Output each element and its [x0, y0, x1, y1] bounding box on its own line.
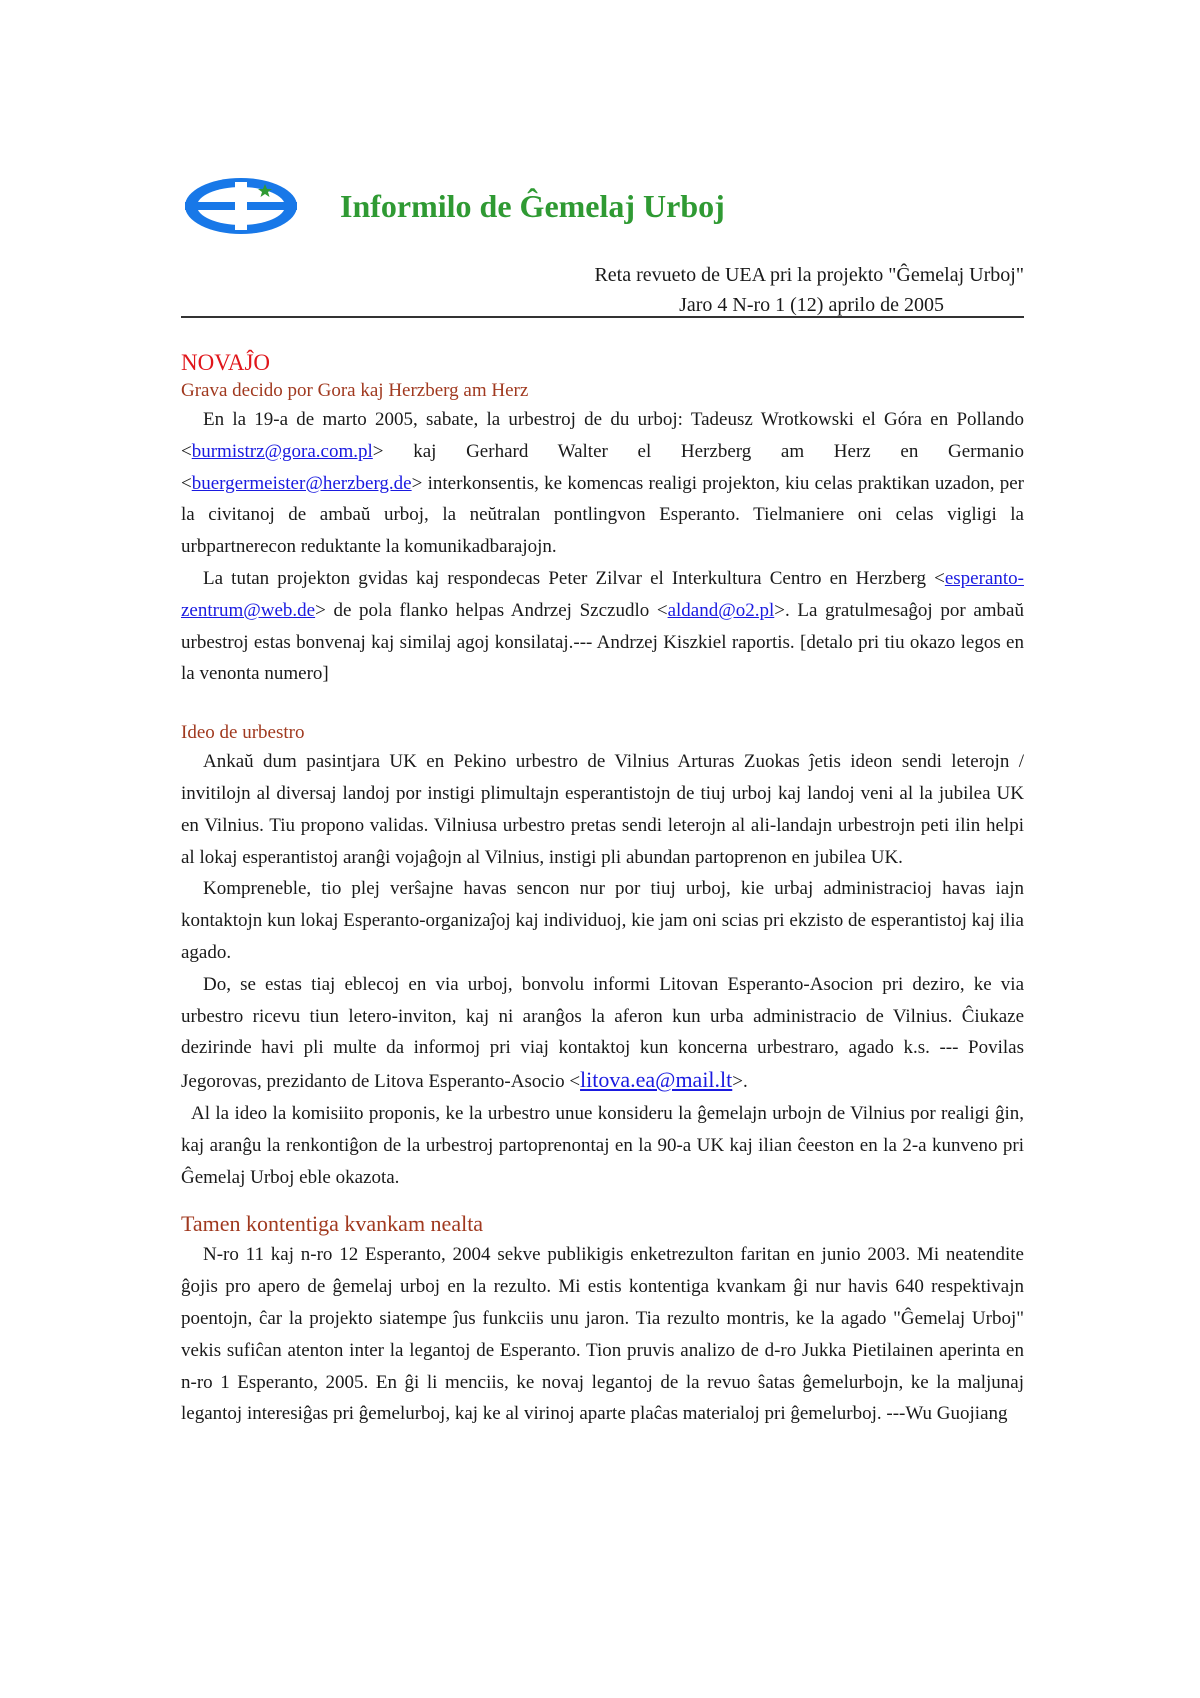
email-link-aldand[interactable]: aldand@o2.pl	[667, 599, 775, 621]
publication-info	[594, 260, 1024, 320]
paragraph-text: > kaj Gerhard Walter el Herzberg am Herz en Germanio <	[181, 440, 1024, 494]
article-paragraph	[181, 563, 1024, 690]
newsletter-title: Informilo de Ĝemelaj Urboj	[340, 188, 725, 224]
email-link-buergermeister[interactable]: buergermeister@herzberg.de	[191, 472, 412, 494]
email-link-burmistrz[interactable]: burmistrz@gora.com.pl	[191, 440, 373, 462]
spacer	[181, 690, 1024, 722]
article-paragraph	[181, 404, 1024, 563]
issue-info: Jaro 4 N-ro 1 (12) aprilo de 2005	[679, 294, 944, 316]
paragraph-text: > interkonsentis, ke komencas realigi projekton, kiu celas praktikan uzadon, per la civitanoj de ambaŭ urboj, la neŭtralan pontlingvon Esperanto. Tielmaniere oni celas vigligi la urbpartnerecon reduktante la komunikadbarajojn.	[181, 472, 1024, 558]
article-title-ideo-de-urbestro: Ideo de urbestro	[181, 722, 305, 744]
paragraph-text: > de pola flanko helpas Andrzej Szczudlo <	[315, 599, 668, 621]
paragraph-text: >. La gratulmesaĝoj por ambaŭ urbestroj estas bonvenaj kaj similaj agoj konsilataj.--- Andrzej Kiszkiel raportis. [detalo pri tiu okazo legos en la venonta numero]	[181, 599, 1024, 685]
main-content	[181, 350, 1024, 1430]
article-title-gora-herzberg: Grava decido por Gora kaj Herzberg am Herz	[181, 380, 529, 401]
email-link-litova-ea[interactable]: litova.ea@mail.lt	[580, 1067, 733, 1093]
masthead	[181, 170, 1024, 250]
email-link-esperanto-zentrum[interactable]: esperanto-zentrum@web.de	[181, 567, 1024, 621]
header-divider	[181, 316, 1024, 318]
newsletter-subtitle: Reta revueto de UEA pri la projekto "Ĝemelaj Urboj"	[594, 264, 1024, 286]
paragraph-text: Do, se estas tiaj eblecoj en via urboj, bonvolu informi Litovan Esperanto-Asocion pri deziro, ke via urbestro ricevu tiun letero-inviton, kaj ni aranĝos la aferon kun urba administracio de Vilnius. Ĉiukaze dezirinde havi pli multe da informoj pri viaj kontaktoj kun koncerna urbestraro, agado k.s. --- Povilas Jegorovas, prezidanto de Litova Esperanto-Asocio <	[181, 973, 1024, 1093]
article-paragraph: Kompreneble, tio plej verŝajne havas sencon nur por tiuj urboj, kie urbaj administracioj havas iajn kontaktojn kun lokaj Esperanto-organizaĵoj kaj individuoj, kie jam oni scias pri ekzisto de esperantistoj kaj ilia agado.	[181, 878, 1024, 963]
paragraph-text: En la 19-a de marto 2005, sabate, la urbestroj de du urboj: Tadeusz Wrotkowski el Góra en Pollando <	[181, 409, 1024, 462]
uea-logo-icon	[181, 174, 301, 238]
article-paragraph: Ankaŭ dum pasintjara UK en Pekino urbestro de Vilnius Arturas Zuokas ĵetis ideon sendi leterojn / invitilojn al diversaj landoj por instigi plimultajn esperantistojn de tiuj urboj kaj landoj veni al la jubilea UK en Vilnius. Tiu propono validas. Vilniusa urbestro pretas sendi leterojn al ali-landajn urbestrojn peti ilin helpi al lokaj esperantistoj aranĝi vojaĝojn al Vilnius, instigi pli abundan partoprenon en jubilea UK.	[181, 751, 1024, 868]
spacer	[181, 1193, 1024, 1211]
article-paragraph	[181, 969, 1024, 1098]
article-title-tamen-kontentiga: Tamen kontentiga kvankam nealta	[181, 1211, 484, 1237]
paragraph-text: >.	[732, 1071, 748, 1093]
paragraph-text: La tutan projekton gvidas kaj respondecas Peter Zilvar el Interkultura Centro en Herzberg <	[203, 567, 945, 589]
article-paragraph: N-ro 11 kaj n-ro 12 Esperanto, 2004 sekve publikigis enketrezulton faritan en junio 2003. Mi neatendite ĝojis pro apero de ĝemelaj urboj en la rezulto. Mi estis kontentiga kvankam ĝi nur havis 640 respektivajn poentojn, ĉar la projekto siatempe ĵus funkciis unu jaron. Tia rezulto montris, ke la agado "Ĝemelaj Urboj" vekis sufiĉan atenton inter la legantoj de Esperanto. Tion pruvis analizo de d-ro Jukka Pietilainen aperinta en n-ro 1 Esperanto, 2005. En ĝi li menciis, ke novaj legantoj de la revuo ŝatas ĝemelurbojn, ke la maljunaj legantoj interesiĝas pri ĝemelurboj, kaj ke al virinoj aparte plaĉas materialoj pri ĝemelurboj. ---Wu Guojiang	[181, 1244, 1024, 1425]
article-paragraph: Al la ideo la komisiito proponis, ke la urbestro unue konsideru la ĝemelajn urbojn de Vilnius por realigi ĝin, kaj aranĝu la renkontiĝon de la urbestroj partoprenontaj en la 90-a UK kaj ilian ĉeeston en la 2-a kunveno pri Ĝemelaj Urboj eble okazota.	[181, 1102, 1024, 1188]
section-heading: NOVAĴO	[181, 350, 271, 375]
